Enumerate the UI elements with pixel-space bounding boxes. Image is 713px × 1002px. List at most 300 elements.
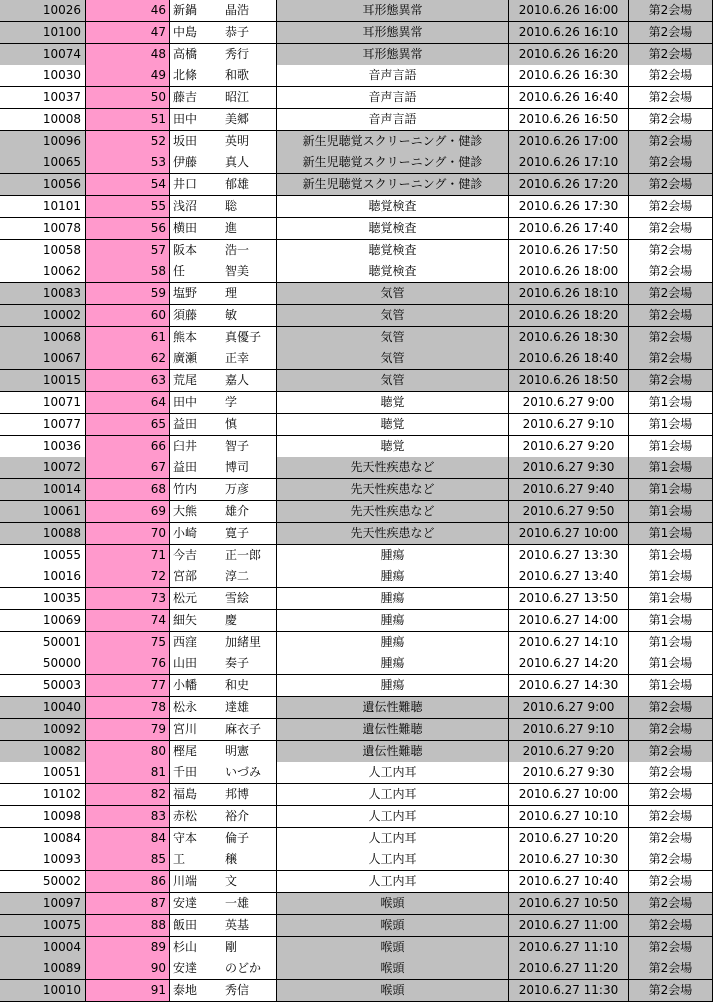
presenter-surname: 新鍋 [173, 3, 198, 17]
presenter-name-cell [170, 44, 276, 66]
session-category-cell: 聴覚 [276, 436, 509, 458]
session-time-cell: 2010.6.27 10:50 [509, 893, 629, 915]
presenter-name-cell [170, 675, 276, 697]
table-row [0, 871, 713, 893]
presenter-surname: 西窪 [173, 634, 198, 649]
presenter-surname: 山田 [173, 656, 198, 671]
presenter-name-cell [170, 980, 276, 1002]
session-time-cell: 2010.6.26 18:00 [509, 261, 629, 283]
presenter-given-name: 倫子 [225, 830, 250, 845]
entry-id-cell: 10068 [0, 327, 86, 349]
session-time-cell: 2010.6.26 17:50 [509, 240, 629, 262]
table-row [0, 0, 713, 22]
presenter-given-name: 敏 [225, 307, 238, 322]
presenter-surname: 荒尾 [173, 373, 198, 388]
presentation-number-cell: 55 [86, 196, 170, 218]
entry-id-cell: 10083 [0, 283, 86, 305]
presenter-surname: 今吉 [173, 547, 198, 562]
entry-id-cell: 10071 [0, 392, 86, 414]
session-category-cell: 喉頭 [276, 893, 509, 915]
session-category-cell: 遺伝性難聴 [276, 697, 509, 719]
presentation-number-cell: 60 [86, 305, 170, 327]
table-row [0, 697, 713, 719]
venue-room-cell: 第2会場 [629, 370, 713, 392]
session-time-cell: 2010.6.27 9:20 [509, 436, 629, 458]
presenter-surname: 坂田 [173, 133, 198, 148]
presenter-name-cell [170, 22, 276, 44]
session-time-cell: 2010.6.27 9:10 [509, 719, 629, 741]
presentation-number-cell: 81 [86, 762, 170, 784]
presentation-number-cell: 89 [86, 937, 170, 959]
presentation-number-cell: 65 [86, 414, 170, 436]
presenter-name-cell [170, 610, 276, 632]
presenter-surname: 伊藤 [173, 155, 198, 170]
presenter-name-cell [170, 588, 276, 610]
table-row [0, 893, 713, 915]
session-category-cell: 喉頭 [276, 958, 509, 980]
presentation-number-cell: 82 [86, 784, 170, 806]
session-time-cell: 2010.6.26 16:40 [509, 87, 629, 109]
venue-room-cell: 第2会場 [629, 741, 713, 763]
presentation-number-cell: 47 [86, 22, 170, 44]
presenter-given-name: 剛 [225, 939, 238, 954]
presentation-number-cell: 50 [86, 87, 170, 109]
presenter-name-cell [170, 653, 276, 675]
presenter-given-name: 進 [225, 220, 238, 235]
presenter-given-name: 秀信 [225, 983, 250, 998]
presenter-given-name: 智美 [225, 264, 250, 279]
table-row [0, 653, 713, 675]
presenter-name-cell [170, 327, 276, 349]
venue-room-cell: 第2会場 [629, 65, 713, 87]
entry-id-cell: 10100 [0, 22, 86, 44]
presenter-given-name: 晶浩 [225, 3, 250, 17]
presentation-number-cell: 64 [86, 392, 170, 414]
session-time-cell: 2010.6.27 14:00 [509, 610, 629, 632]
presenter-given-name: 万彦 [225, 482, 250, 497]
presenter-surname: 熊本 [173, 329, 198, 344]
session-time-cell: 2010.6.27 14:20 [509, 653, 629, 675]
table-row [0, 327, 713, 349]
entry-id-cell: 10084 [0, 828, 86, 850]
venue-room-cell: 第1会場 [629, 414, 713, 436]
presentation-number-cell: 91 [86, 980, 170, 1002]
presenter-surname: 井口 [173, 177, 198, 192]
presenter-surname: 小崎 [173, 525, 198, 540]
presenter-name-cell [170, 523, 276, 545]
presenter-name-cell [170, 915, 276, 937]
presenter-given-name: 正一郎 [225, 547, 262, 562]
presentation-number-cell: 78 [86, 697, 170, 719]
session-time-cell: 2010.6.27 9:00 [509, 697, 629, 719]
session-category-cell: 気管 [276, 348, 509, 370]
venue-room-cell: 第2会場 [629, 697, 713, 719]
presentation-number-cell: 54 [86, 174, 170, 196]
table-row [0, 828, 713, 850]
session-time-cell: 2010.6.26 16:10 [509, 22, 629, 44]
session-time-cell: 2010.6.26 16:30 [509, 65, 629, 87]
session-category-cell: 喉頭 [276, 915, 509, 937]
presentation-number-cell: 72 [86, 566, 170, 588]
presenter-name-cell [170, 0, 276, 22]
session-time-cell: 2010.6.26 17:30 [509, 196, 629, 218]
entry-id-cell: 10092 [0, 719, 86, 741]
table-row [0, 174, 713, 196]
presentation-number-cell: 69 [86, 501, 170, 523]
venue-room-cell: 第2会場 [629, 937, 713, 959]
presenter-surname: 杉山 [173, 939, 198, 954]
venue-room-cell: 第2会場 [629, 109, 713, 131]
venue-room-cell: 第1会場 [629, 632, 713, 654]
presenter-given-name: 昭江 [225, 90, 250, 105]
venue-room-cell: 第2会場 [629, 44, 713, 66]
session-category-cell: 耳形態異常 [276, 0, 509, 22]
venue-room-cell: 第1会場 [629, 501, 713, 523]
session-time-cell: 2010.6.27 10:00 [509, 523, 629, 545]
presenter-name-cell [170, 697, 276, 719]
table-row [0, 348, 713, 370]
venue-room-cell: 第2会場 [629, 218, 713, 240]
presentation-number-cell: 85 [86, 849, 170, 871]
presenter-surname: 塩野 [173, 286, 198, 301]
presentation-number-cell: 87 [86, 893, 170, 915]
presenter-surname: 福島 [173, 787, 198, 802]
session-time-cell: 2010.6.27 9:40 [509, 479, 629, 501]
presenter-name-cell [170, 240, 276, 262]
table-row [0, 806, 713, 828]
venue-room-cell: 第2会場 [629, 806, 713, 828]
presenter-name-cell [170, 414, 276, 436]
venue-room-cell: 第1会場 [629, 523, 713, 545]
presenter-name-cell [170, 501, 276, 523]
table-row [0, 545, 713, 567]
presenter-given-name: 雄介 [225, 503, 250, 518]
entry-id-cell: 10014 [0, 479, 86, 501]
presenter-surname: 臼井 [173, 438, 198, 453]
presenter-given-name: 邦博 [225, 787, 250, 802]
table-row [0, 980, 713, 1002]
presenter-given-name: 和歌 [225, 68, 250, 83]
session-category-cell: 人工内耳 [276, 828, 509, 850]
session-category-cell: 新生児聴覚スクリーニング・健診 [276, 174, 509, 196]
session-time-cell: 2010.6.26 18:20 [509, 305, 629, 327]
table-row [0, 915, 713, 937]
venue-room-cell: 第2会場 [629, 196, 713, 218]
session-category-cell: 先天性疾患など [276, 523, 509, 545]
entry-id-cell: 10026 [0, 0, 86, 22]
session-category-cell: 聴覚検査 [276, 196, 509, 218]
presenter-surname: 藤吉 [173, 90, 198, 105]
entry-id-cell: 10030 [0, 65, 86, 87]
presenter-name-cell [170, 545, 276, 567]
entry-id-cell: 10078 [0, 218, 86, 240]
presenter-name-cell [170, 762, 276, 784]
venue-room-cell: 第1会場 [629, 566, 713, 588]
presenter-name-cell [170, 457, 276, 479]
presenter-given-name: 達雄 [225, 699, 250, 714]
session-time-cell: 2010.6.27 13:30 [509, 545, 629, 567]
session-time-cell: 2010.6.27 14:10 [509, 632, 629, 654]
venue-room-cell: 第2会場 [629, 348, 713, 370]
presenter-given-name: 麻衣子 [225, 721, 262, 736]
presenter-name-cell [170, 741, 276, 763]
presenter-name-cell [170, 65, 276, 87]
presenter-given-name: 英明 [225, 133, 250, 148]
presenter-given-name: 慶 [225, 612, 238, 627]
table-row [0, 588, 713, 610]
venue-room-cell: 第1会場 [629, 610, 713, 632]
entry-id-cell: 10096 [0, 131, 86, 153]
table-row [0, 240, 713, 262]
session-category-cell: 腫瘍 [276, 588, 509, 610]
presenter-given-name: 明憲 [225, 743, 250, 758]
table-row [0, 849, 713, 871]
presenter-surname: 工 [173, 852, 186, 867]
session-time-cell: 2010.6.27 9:30 [509, 762, 629, 784]
table-row [0, 762, 713, 784]
table-row [0, 566, 713, 588]
session-time-cell: 2010.6.26 17:10 [509, 152, 629, 174]
presenter-given-name: 裕介 [225, 808, 250, 823]
venue-room-cell: 第1会場 [629, 675, 713, 697]
presentation-number-cell: 48 [86, 44, 170, 66]
venue-room-cell: 第1会場 [629, 653, 713, 675]
presenter-name-cell [170, 283, 276, 305]
presenter-given-name: 秀行 [225, 46, 250, 61]
venue-room-cell: 第2会場 [629, 784, 713, 806]
presenter-given-name: 淳二 [225, 569, 250, 584]
presenter-given-name: 一雄 [225, 895, 250, 910]
presenter-given-name: 浩一 [225, 242, 250, 257]
presentation-number-cell: 77 [86, 675, 170, 697]
presenter-name-cell [170, 174, 276, 196]
session-category-cell: 人工内耳 [276, 762, 509, 784]
session-time-cell: 2010.6.27 9:30 [509, 457, 629, 479]
presentation-number-cell: 88 [86, 915, 170, 937]
presenter-given-name: 学 [225, 395, 238, 410]
presenter-surname: 阪本 [173, 242, 198, 257]
presenter-name-cell [170, 828, 276, 850]
venue-room-cell: 第2会場 [629, 22, 713, 44]
presentation-number-cell: 71 [86, 545, 170, 567]
session-category-cell: 聴覚検査 [276, 218, 509, 240]
table-row [0, 479, 713, 501]
presenter-surname: 千田 [173, 765, 198, 780]
presenter-given-name: 博司 [225, 460, 250, 475]
session-category-cell: 人工内耳 [276, 806, 509, 828]
presenter-name-cell [170, 392, 276, 414]
presentation-number-cell: 73 [86, 588, 170, 610]
session-category-cell: 先天性疾患など [276, 501, 509, 523]
presenter-surname: 泰地 [173, 983, 198, 998]
table-row [0, 87, 713, 109]
session-category-cell: 人工内耳 [276, 871, 509, 893]
presentation-number-cell: 68 [86, 479, 170, 501]
presenter-given-name: 真優子 [225, 329, 262, 344]
session-time-cell: 2010.6.26 16:00 [509, 0, 629, 22]
table-row [0, 610, 713, 632]
venue-room-cell: 第2会場 [629, 0, 713, 22]
entry-id-cell: 10055 [0, 545, 86, 567]
table-row [0, 958, 713, 980]
presentation-number-cell: 74 [86, 610, 170, 632]
venue-room-cell: 第2会場 [629, 87, 713, 109]
session-time-cell: 2010.6.26 18:10 [509, 283, 629, 305]
session-category-cell: 喉頭 [276, 937, 509, 959]
session-category-cell: 喉頭 [276, 980, 509, 1002]
session-category-cell: 音声言語 [276, 109, 509, 131]
table-row [0, 261, 713, 283]
session-category-cell: 新生児聴覚スクリーニング・健診 [276, 152, 509, 174]
presentation-number-cell: 63 [86, 370, 170, 392]
presenter-name-cell [170, 218, 276, 240]
presenter-surname: 廣瀬 [173, 351, 198, 366]
session-category-cell: 気管 [276, 370, 509, 392]
presenter-given-name: 聡 [225, 199, 238, 214]
presenter-surname: 益田 [173, 416, 198, 431]
session-time-cell: 2010.6.26 18:30 [509, 327, 629, 349]
session-category-cell: 遺伝性難聴 [276, 741, 509, 763]
presentation-number-cell: 83 [86, 806, 170, 828]
entry-id-cell: 10051 [0, 762, 86, 784]
presentation-number-cell: 90 [86, 958, 170, 980]
entry-id-cell: 10015 [0, 370, 86, 392]
session-time-cell: 2010.6.27 9:20 [509, 741, 629, 763]
presenter-surname: 高橋 [173, 46, 198, 61]
session-category-cell: 先天性疾患など [276, 479, 509, 501]
presenter-surname: 守本 [173, 830, 198, 845]
presenter-surname: 須藤 [173, 307, 198, 322]
entry-id-cell: 10102 [0, 784, 86, 806]
presentation-number-cell: 80 [86, 741, 170, 763]
session-time-cell: 2010.6.27 11:30 [509, 980, 629, 1002]
presenter-given-name: 美郷 [225, 111, 250, 126]
presenter-given-name: 奏子 [225, 656, 250, 671]
table-row [0, 196, 713, 218]
session-time-cell: 2010.6.26 18:50 [509, 370, 629, 392]
presenter-name-cell [170, 109, 276, 131]
venue-room-cell: 第2会場 [629, 327, 713, 349]
venue-room-cell: 第2会場 [629, 261, 713, 283]
session-category-cell: 聴覚検査 [276, 261, 509, 283]
venue-room-cell: 第2会場 [629, 131, 713, 153]
session-time-cell: 2010.6.27 13:40 [509, 566, 629, 588]
presenter-given-name: 寛子 [225, 525, 250, 540]
session-time-cell: 2010.6.26 18:40 [509, 348, 629, 370]
entry-id-cell: 10035 [0, 588, 86, 610]
venue-room-cell: 第2会場 [629, 719, 713, 741]
entry-id-cell: 10036 [0, 436, 86, 458]
presenter-surname: 浅沼 [173, 199, 198, 214]
session-time-cell: 2010.6.26 17:20 [509, 174, 629, 196]
entry-id-cell: 10082 [0, 741, 86, 763]
table-row [0, 131, 713, 153]
presentation-number-cell: 51 [86, 109, 170, 131]
session-time-cell: 2010.6.26 16:50 [509, 109, 629, 131]
presenter-surname: 安達 [173, 895, 198, 910]
session-category-cell: 人工内耳 [276, 784, 509, 806]
presenter-name-cell [170, 937, 276, 959]
venue-room-cell: 第2会場 [629, 240, 713, 262]
presenter-name-cell [170, 849, 276, 871]
presenter-given-name: 嘉人 [225, 373, 250, 388]
venue-room-cell: 第2会場 [629, 305, 713, 327]
presenter-name-cell [170, 871, 276, 893]
entry-id-cell: 10062 [0, 261, 86, 283]
presentation-number-cell: 67 [86, 457, 170, 479]
presentation-number-cell: 59 [86, 283, 170, 305]
presenter-surname: 赤松 [173, 808, 198, 823]
venue-room-cell: 第2会場 [629, 762, 713, 784]
session-category-cell: 気管 [276, 305, 509, 327]
venue-room-cell: 第2会場 [629, 980, 713, 1002]
session-time-cell: 2010.6.27 10:30 [509, 849, 629, 871]
presenter-name-cell [170, 87, 276, 109]
presenter-given-name: 文 [225, 874, 238, 889]
table-row [0, 392, 713, 414]
presenter-surname: 細矢 [173, 612, 198, 627]
table-row [0, 152, 713, 174]
entry-id-cell: 10061 [0, 501, 86, 523]
entry-id-cell: 10016 [0, 566, 86, 588]
venue-room-cell: 第2会場 [629, 283, 713, 305]
entry-id-cell: 10072 [0, 457, 86, 479]
entry-id-cell: 10058 [0, 240, 86, 262]
presenter-surname: 松元 [173, 591, 198, 606]
presenter-name-cell [170, 131, 276, 153]
session-time-cell: 2010.6.26 17:00 [509, 131, 629, 153]
table-row [0, 457, 713, 479]
session-category-cell: 聴覚 [276, 414, 509, 436]
presentation-number-cell: 76 [86, 653, 170, 675]
entry-id-cell: 10089 [0, 958, 86, 980]
session-category-cell: 聴覚 [276, 392, 509, 414]
presenter-name-cell [170, 152, 276, 174]
presentation-number-cell: 79 [86, 719, 170, 741]
presentation-number-cell: 75 [86, 632, 170, 654]
presenter-name-cell [170, 566, 276, 588]
presenter-surname: 樫尾 [173, 743, 198, 758]
table-row [0, 370, 713, 392]
session-category-cell: 耳形態異常 [276, 44, 509, 66]
table-row [0, 65, 713, 87]
presenter-name-cell [170, 719, 276, 741]
venue-room-cell: 第1会場 [629, 436, 713, 458]
session-category-cell: 腫瘍 [276, 610, 509, 632]
presenter-given-name: 正幸 [225, 351, 250, 366]
entry-id-cell: 10065 [0, 152, 86, 174]
entry-id-cell: 10056 [0, 174, 86, 196]
session-time-cell: 2010.6.27 10:10 [509, 806, 629, 828]
venue-room-cell: 第1会場 [629, 392, 713, 414]
entry-id-cell: 10075 [0, 915, 86, 937]
presenter-name-cell [170, 806, 276, 828]
table-row [0, 719, 713, 741]
presenter-surname: 竹内 [173, 482, 198, 497]
presenter-surname: 宮部 [173, 569, 198, 584]
session-time-cell: 2010.6.27 9:10 [509, 414, 629, 436]
presentation-number-cell: 70 [86, 523, 170, 545]
session-category-cell: 遺伝性難聴 [276, 719, 509, 741]
presenter-name-cell [170, 784, 276, 806]
presenter-name-cell [170, 348, 276, 370]
session-category-cell: 腫瘍 [276, 566, 509, 588]
entry-id-cell: 10077 [0, 414, 86, 436]
session-time-cell: 2010.6.27 9:50 [509, 501, 629, 523]
session-category-cell: 腫瘍 [276, 545, 509, 567]
presenter-surname: 小幡 [173, 678, 198, 693]
venue-room-cell: 第2会場 [629, 828, 713, 850]
